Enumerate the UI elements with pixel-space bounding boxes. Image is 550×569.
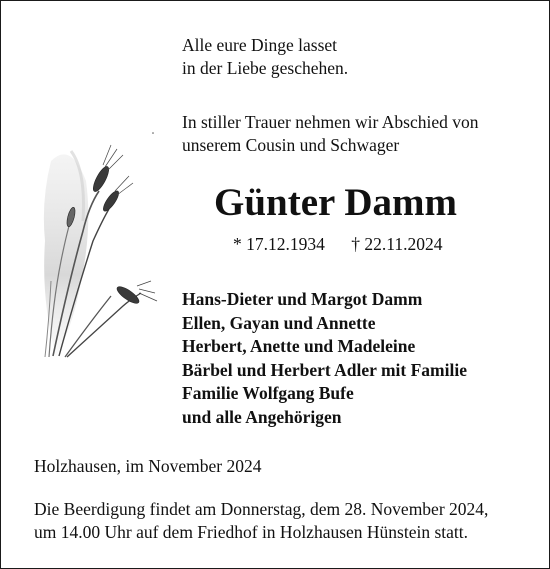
wheat-ears-icon: [31, 121, 181, 361]
birth-date: * 17.12.1934: [233, 234, 325, 254]
intro-text: [182, 111, 478, 157]
life-dates: [233, 233, 442, 256]
funeral-line: um 14.00 Uhr auf dem Friedhof in Holzhausen Hünstein statt.: [34, 522, 469, 542]
intro-line: In stiller Trauer nehmen wir Abschied von: [182, 112, 479, 132]
motto-line: in der Liebe geschehen.: [182, 58, 349, 78]
death-date: † 22.11.2024: [351, 234, 443, 254]
mourner-entry: Hans-Dieter und Margot Damm: [182, 289, 423, 309]
mourner-entry: Familie Wolfgang Bufe: [182, 383, 354, 404]
mourner-entry: Ellen, Gayan und Annette: [182, 312, 376, 333]
mourner-entry: Bärbel und Herbert Adler mit Familie: [182, 359, 467, 380]
motto-line: Alle eure Dinge lasset: [182, 35, 338, 55]
funeral-line: Die Beerdigung findet am Donnerstag, dem 28. November 2024,: [34, 499, 489, 519]
mourner-entry: und alle Angehörigen: [182, 406, 342, 427]
place-date: Holzhausen, im November 2024: [34, 456, 262, 476]
mourner-entry: Herbert, Anette und Madeleine: [182, 336, 416, 357]
motto-verse: [182, 34, 348, 80]
intro-line: unserem Cousin und Schwager: [182, 135, 400, 155]
deceased-name: Günter Damm: [214, 181, 458, 224]
funeral-info: [34, 498, 488, 544]
mourners-list: [182, 288, 467, 430]
